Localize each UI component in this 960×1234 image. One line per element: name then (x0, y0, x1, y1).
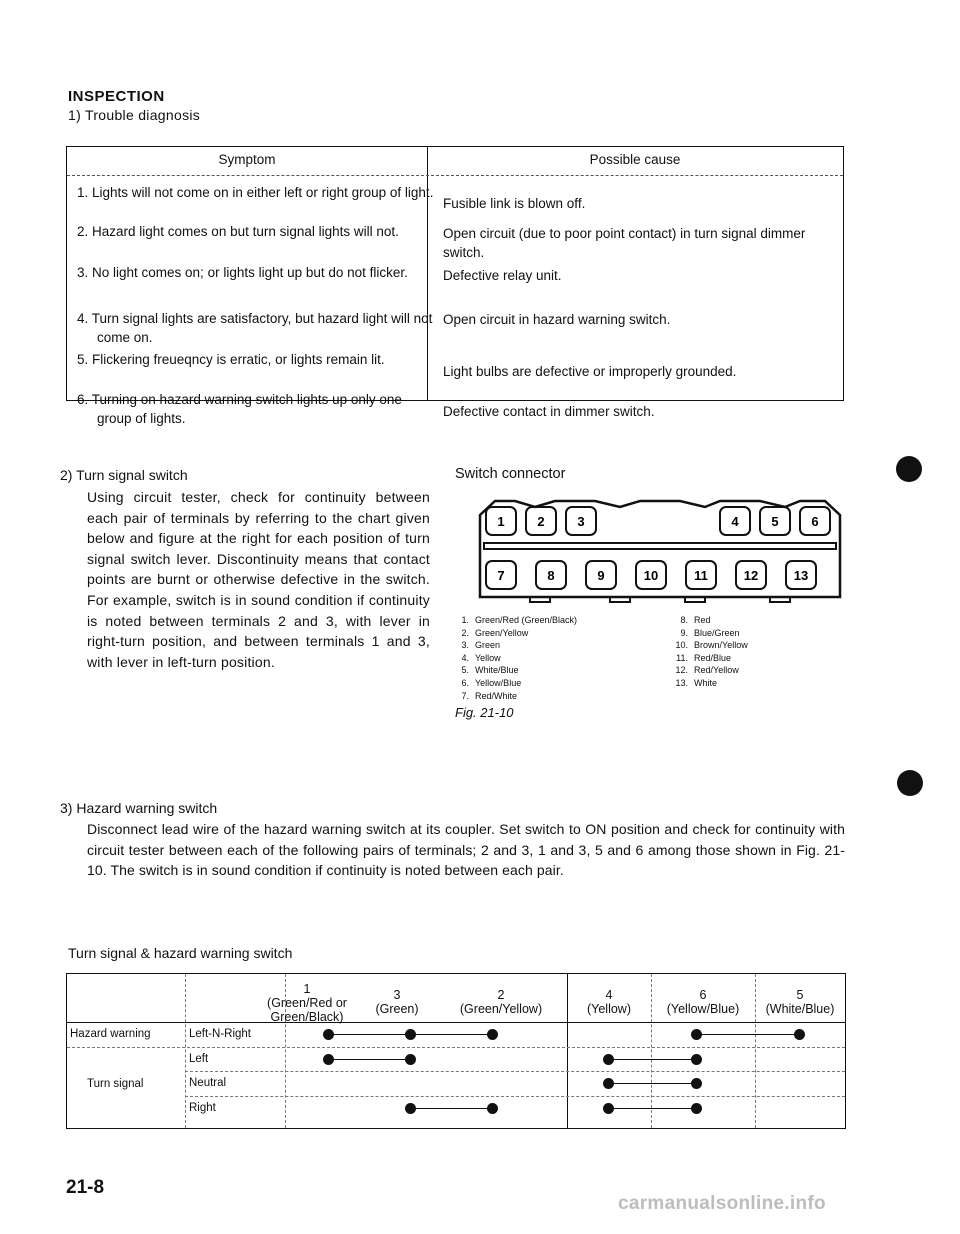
section-heading: INSPECTION (68, 88, 165, 105)
pin-number: 11 (694, 568, 708, 583)
continuity-dot (487, 1103, 498, 1114)
continuity-dot (603, 1078, 614, 1089)
symptom-item: 4. Turn signal lights are satisfactory, but hazard light will not come on. (77, 311, 433, 345)
bottom-pin-row (486, 561, 816, 589)
row-label: Left (189, 1053, 209, 1065)
row-divider (185, 1071, 845, 1072)
cause-item: Defective contact in dimmer switch. (443, 404, 655, 419)
legend-entry: 3. Green (461, 640, 501, 651)
pin-number: 7 (497, 568, 505, 583)
pin-number: 10 (643, 568, 659, 583)
turn-signal-switch-text: Using circuit tester, check for continuity between each pair of terminals by referring to the chart given below and figure at the right for each position of turn signal switch lever. Discontinuity means that contact points are burnt or otherwise defective in the switch. For example, switch is in sound condition if continuity is noted between terminals 2 and 3, with lever in right-turn position, and between terminals 1 and 3, with lever in left-turn position. (87, 489, 430, 670)
connector-pin (720, 507, 750, 535)
cause-header: Possible cause (589, 152, 681, 167)
connector-pin (586, 561, 616, 589)
continuity-wire (410, 1108, 492, 1109)
pin-number: 12 (743, 568, 759, 583)
margin-bullet (896, 456, 922, 482)
column-header-5: 5 (White/Blue) (765, 988, 835, 1016)
cause-item: Light bulbs are defective or improperly grounded. (443, 364, 737, 379)
symptom-item: 2. Hazard light comes on but turn signal lights will not. (77, 224, 399, 239)
legend-entry: 11. Red/Blue (676, 652, 732, 663)
connector-pin (566, 507, 596, 535)
hazard-switch-text: Disconnect lead wire of the hazard warning switch at its coupler. Set switch to ON position and check for continuity with circuit tester between each of the following pairs of terminals; 2 and 3, 1 and 3, 5 and 6 among those shown in Fig. 21-10. The switch is in sound condition if continuity is noted between each pair. (87, 821, 845, 879)
symptom-item: 1. Lights will not come on in either left or right group of light. (77, 185, 434, 200)
legend-entry: 9. Blue/Green (680, 627, 740, 638)
column-header-2: 2 (Green/Yellow) (459, 988, 543, 1016)
connector-pin (486, 561, 516, 589)
column-header-4: 4 (Yellow) (586, 988, 631, 1016)
connector-pin (526, 507, 556, 535)
connector-pin (486, 507, 516, 535)
row-divider (185, 1096, 845, 1097)
legend-entry: 6. Yellow/Blue (461, 677, 522, 688)
table-divider (185, 974, 186, 1128)
continuity-dot (603, 1103, 614, 1114)
legend-entry: 8. Red (680, 615, 711, 625)
continuity-dot (323, 1029, 334, 1040)
continuity-dot (691, 1078, 702, 1089)
column-header-3: 3 (Green) (375, 988, 419, 1016)
continuity-table (66, 973, 846, 1129)
wire-color-legend-right (672, 614, 748, 690)
table-header-rule (67, 175, 843, 176)
continuity-wire (696, 1034, 799, 1035)
continuity-dot (487, 1029, 498, 1040)
row-group-turn-signal: Turn signal (87, 1078, 144, 1090)
continuity-wire (608, 1108, 696, 1109)
watermark: carmanualsonline.info (618, 1193, 826, 1214)
row-divider (67, 1047, 845, 1048)
cause-item: Fusible link is blown off. (443, 196, 586, 211)
pin-number: 8 (547, 568, 555, 583)
cause-item: Open circuit in hazard warning switch. (443, 312, 671, 327)
wire-color-legend-left (453, 614, 577, 702)
row-label: Right (189, 1102, 216, 1114)
legend-entry: 4. Yellow (461, 652, 501, 663)
pin-number: 6 (811, 514, 819, 529)
continuity-dot (405, 1029, 416, 1040)
row-label: Left-N-Right (189, 1028, 251, 1040)
continuity-wire (608, 1083, 696, 1084)
switch-table-title: Turn signal & hazard warning switch (68, 945, 293, 961)
continuity-dot (691, 1103, 702, 1114)
pin-number: 1 (497, 514, 505, 529)
legend-entry: 5. White/Blue (461, 665, 519, 676)
figure-caption: Fig. 21-10 (455, 705, 514, 720)
diagnosis-table (66, 146, 844, 426)
continuity-dot (603, 1054, 614, 1065)
margin-bullet (897, 770, 923, 796)
cause-item: Open circuit (due to poor point contact) in turn signal dimmer switch. (443, 226, 806, 260)
continuity-dot (794, 1029, 805, 1040)
section-subheading: 1) Trouble diagnosis (68, 107, 201, 123)
pin-number: 9 (597, 568, 605, 583)
connector-pin (686, 561, 716, 589)
row-group-hazard: Hazard warning (70, 1028, 151, 1040)
continuity-wire (608, 1059, 696, 1060)
connector-pin (736, 561, 766, 589)
turn-signal-switch-title: 2) Turn signal switch (60, 467, 188, 483)
column-header-6: 6 (Yellow/Blue) (666, 988, 740, 1016)
pin-number: 2 (537, 514, 545, 529)
switch-connector-diagram (470, 493, 850, 608)
symptom-item: 5. Flickering freueqncy is erratic, or lights remain lit. (77, 352, 385, 367)
continuity-dot (691, 1054, 702, 1065)
cause-item: Defective relay unit. (443, 268, 562, 283)
connector-pin (760, 507, 790, 535)
legend-entry: 1. Green/Red (Green/Black) (461, 615, 578, 625)
connector-pin (636, 561, 666, 589)
connector-pin (800, 507, 830, 535)
pin-number: 5 (771, 514, 779, 529)
row-label: Neutral (189, 1077, 227, 1089)
continuity-dot (405, 1103, 416, 1114)
symptom-item: 6. Turning on hazard warning switch lights up only one group of lights. (77, 392, 402, 426)
page-number: 21-8 (66, 1177, 105, 1198)
column-header-1: 1 (Green/Red or Green/Black) (267, 982, 347, 1024)
top-pin-row (486, 507, 830, 535)
legend-entry: 13. White (675, 677, 718, 688)
switch-connector-title: Switch connector (455, 466, 566, 482)
pin-number: 4 (731, 514, 739, 529)
legend-entry: 12. Red/Yellow (675, 665, 739, 676)
connector-pin (786, 561, 816, 589)
symptom-item: 3. No light comes on; or lights light up but do not flicker. (77, 265, 408, 280)
hazard-switch-title: 3) Hazard warning switch (60, 800, 218, 816)
continuity-wire (328, 1059, 410, 1060)
connector-pin (536, 561, 566, 589)
continuity-dot (691, 1029, 702, 1040)
legend-entry: 2. Green/Yellow (461, 627, 529, 638)
legend-entry: 7. Red/White (461, 690, 518, 701)
pin-number: 13 (793, 568, 809, 583)
table-header-rule (67, 1022, 845, 1023)
continuity-dot (405, 1054, 416, 1065)
legend-entry: 10. Brown/Yellow (675, 640, 748, 651)
continuity-dot (323, 1054, 334, 1065)
pin-number: 3 (577, 514, 585, 529)
symptom-header: Symptom (218, 152, 276, 167)
